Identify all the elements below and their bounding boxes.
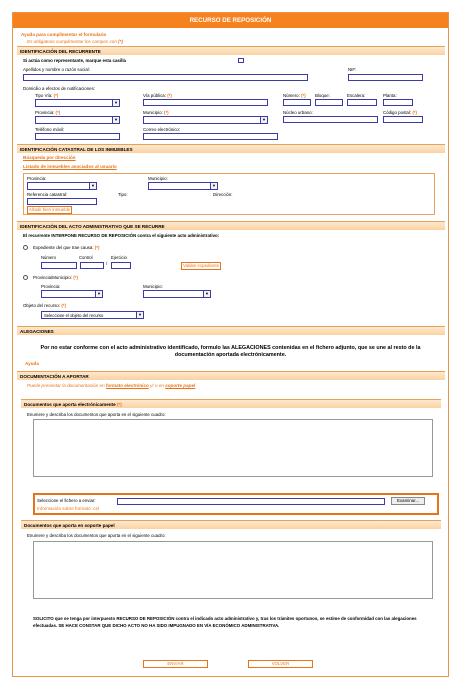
help-link[interactable]: Ayuda para cumplimentar el formulario [21, 32, 107, 37]
required-mark: (*) [301, 93, 306, 98]
alegaciones-text-post: contenidas en el fichero adjunto, que se une al resto de la documentación aportada electrónicamente. [174, 345, 421, 358]
chevron-down-icon: ▼ [112, 100, 119, 106]
back-button[interactable]: VOLVER [248, 660, 313, 668]
paper-describe-label: Enumere y describa los documentos que aporta en el siguiente cuadro: [27, 533, 166, 538]
section-header-alegaciones: ALEGACIONES [17, 326, 445, 335]
cp-label-text: Código postal: [383, 110, 412, 115]
exp-control-label: Control [79, 255, 93, 260]
address-label: Domicilio a efectos de notificaciones: [23, 86, 95, 91]
required-mark: (*) [164, 110, 169, 115]
acto-municipio-select[interactable] [143, 290, 211, 298]
electronic-header-text: Documentos que aporta electrónicamente [24, 402, 116, 407]
file-label: Seleccione el fichero a enviar: [37, 498, 96, 503]
municipio-label [143, 110, 169, 115]
objeto-label [23, 303, 66, 308]
required-note [27, 39, 123, 44]
numero-input[interactable] [283, 99, 311, 106]
alegaciones-text [28, 345, 433, 359]
nif-label: NIF: [348, 67, 357, 72]
list-properties-link[interactable]: Listado de inmuebles asociados al usuario [23, 164, 117, 169]
bloque-label: Bloque: [315, 93, 330, 98]
prov-mun-radio[interactable] [23, 275, 28, 280]
required-mark: (*) [94, 245, 100, 250]
electronic-docs-textarea[interactable] [33, 419, 433, 477]
section-header-recurrente: IDENTIFICACIÓN DEL RECURRENTE [17, 46, 445, 55]
slash-separator: / [106, 261, 108, 266]
add-property-button[interactable]: Añadir bien inmueble [28, 207, 71, 212]
section-header-electronic [21, 399, 441, 408]
cat-provincia-select[interactable] [27, 182, 97, 190]
section-header-acto: IDENTIFICACIÓN DEL ACTO ADMINISTRATIVO QUE SE RECURRE [17, 221, 445, 230]
paper-support-link[interactable]: soporte papel [165, 383, 196, 388]
prov-mun-label-text: Provincia/Municipio: [33, 275, 73, 280]
expediente-label [33, 245, 99, 250]
section-header-documentacion: DOCUMENTACIÓN A APORTAR [17, 371, 445, 380]
via-publica-label-text: Vía pública: [143, 93, 166, 98]
doc-note-mid: y/ o en [150, 383, 164, 388]
telefono-input[interactable] [35, 133, 120, 140]
provincia-label-text: Provincia: [35, 110, 55, 115]
required-mark: (*) [61, 303, 66, 308]
exp-ejercicio-input[interactable] [111, 262, 131, 269]
alegaciones-help-link[interactable]: Ayuda [25, 361, 39, 366]
representative-checkbox[interactable] [238, 58, 244, 63]
nucleo-label: Núcleo urbano: [283, 110, 313, 115]
browse-button[interactable]: Examinar... [391, 497, 425, 505]
file-input[interactable] [117, 498, 385, 505]
required-mark: (*) [53, 93, 59, 98]
prov-mun-label [33, 275, 78, 280]
expediente-radio[interactable] [23, 245, 28, 250]
required-mark: (*) [73, 275, 78, 280]
cp-label [383, 110, 417, 115]
exp-control-input[interactable] [80, 262, 104, 269]
referencia-label: Referencia catastral: [27, 192, 68, 197]
required-note-text: Es obligatorio cumplimentar los campos con [27, 39, 117, 44]
nif-input[interactable] [348, 74, 423, 81]
cat-tipo-label: Tipo: [118, 192, 128, 197]
chevron-down-icon: ▼ [112, 117, 119, 123]
planta-label: Planta: [383, 93, 397, 98]
chevron-down-icon: ▼ [89, 183, 96, 189]
chevron-down-icon: ▼ [210, 183, 217, 189]
paper-docs-textarea[interactable] [33, 541, 433, 599]
required-mark: (*) [55, 110, 61, 115]
alegaciones-text-strong: ALEGACIONES [231, 345, 271, 351]
via-publica-label [143, 93, 172, 98]
objeto-select[interactable] [41, 311, 144, 319]
email-label: Correo electrónico: [143, 127, 181, 132]
required-mark: (*) [412, 110, 417, 115]
electronic-format-link[interactable]: formato electrónico [105, 383, 149, 388]
tipo-via-label [35, 93, 58, 98]
cat-municipio-select[interactable] [148, 182, 218, 190]
chevron-down-icon: ▼ [95, 291, 102, 297]
expediente-label-text: Expediente del que trae causa: [33, 245, 94, 250]
name-input[interactable] [23, 74, 308, 81]
provincia-label [35, 110, 60, 115]
referencia-input[interactable] [27, 198, 97, 205]
provincia-select[interactable] [35, 116, 120, 124]
cp-input[interactable] [383, 116, 423, 123]
planta-input[interactable] [383, 99, 413, 106]
electronic-describe-label: Enumere y describa los documentos que aporta en el siguiente cuadro: [27, 412, 166, 417]
bloque-input[interactable] [315, 99, 343, 106]
send-button[interactable]: ENVIAR [143, 660, 208, 668]
validate-expediente-button[interactable]: Validar expediente [182, 263, 220, 268]
doc-note-pre: Puede presentar la documentación en [27, 383, 105, 388]
via-publica-input[interactable] [143, 99, 268, 106]
escalera-label: Escalera: [347, 93, 366, 98]
acto-provincia-select[interactable] [41, 290, 103, 298]
exp-numero-input[interactable] [41, 262, 77, 269]
municipio-select[interactable] [143, 116, 268, 124]
name-label: Apellidos y nombre o razón social: [23, 67, 90, 72]
nucleo-input[interactable] [283, 116, 378, 123]
objeto-label-text: Objeto del recurso: [23, 303, 61, 308]
representative-label: Si actúa como representante, marque esta casilla [23, 58, 126, 63]
required-mark: (*) [118, 39, 124, 44]
page-title: RECURSO DE REPOSICIÓN [13, 13, 448, 28]
section-header-paper: Documentos que aporta en soporte papel [21, 520, 441, 529]
chevron-down-icon: ▼ [203, 291, 210, 297]
solicito-text: SOLICITO que se tenga por interpuesto RECURSO DE REPOSICIÓN contra el indicado acto administrativo y, tras los trámites oportunos, se estime de conformidad con las alegaciones efectuadas. SE HACE CONSTAR QUE DICHO ACTO NO HA SIDO IMPUGNADO EN VÍA ECONÓMICO ADMINISTRATIVA. [33, 616, 417, 628]
tipo-via-select[interactable] [35, 99, 120, 107]
alegaciones-text-pre: Por no estar conforme con el acto administrativo identificado, formulo las [40, 345, 232, 351]
objeto-select-value: Seleccione el objeto del recurso [44, 313, 104, 318]
municipio-label-text: Municipio: [143, 110, 163, 115]
tipo-via-label-text: Tipo Vía: [35, 93, 53, 98]
cat-direccion-label: Dirección: [213, 192, 233, 197]
telefono-label: Teléfono móvil: [35, 127, 65, 132]
chevron-down-icon: ▼ [136, 312, 143, 318]
email-input[interactable] [143, 133, 278, 140]
acto-municipio-label: Municipio: [143, 284, 163, 289]
escalera-input[interactable] [347, 99, 377, 106]
numero-label [283, 93, 306, 98]
form-page [12, 12, 449, 677]
documentacion-note [27, 383, 195, 388]
acto-intro: El recurrente INTERPONE RECURSO DE REPOSICIÓN contra el siguiente acto administrativo: [23, 233, 220, 238]
required-mark: (*) [167, 93, 172, 98]
search-address-link[interactable]: Búsqueda por dirección [23, 155, 76, 160]
required-mark: (*) [116, 402, 122, 407]
cat-provincia-label: Provincia: [27, 176, 47, 181]
chevron-down-icon: ▼ [260, 117, 267, 123]
format-info-link[interactable]: Información sobre formato .csl [37, 506, 99, 511]
acto-provincia-label: Provincia: [41, 284, 61, 289]
section-header-catastral: IDENTIFICACIÓN CATASTRAL DE LOS INMUEBLES [17, 144, 445, 153]
exp-numero-label: Número [41, 255, 56, 260]
cat-municipio-label: Municipio: [148, 176, 168, 181]
numero-label-text: Número: [283, 93, 300, 98]
exp-ejercicio-label: Ejercicio [111, 255, 127, 260]
